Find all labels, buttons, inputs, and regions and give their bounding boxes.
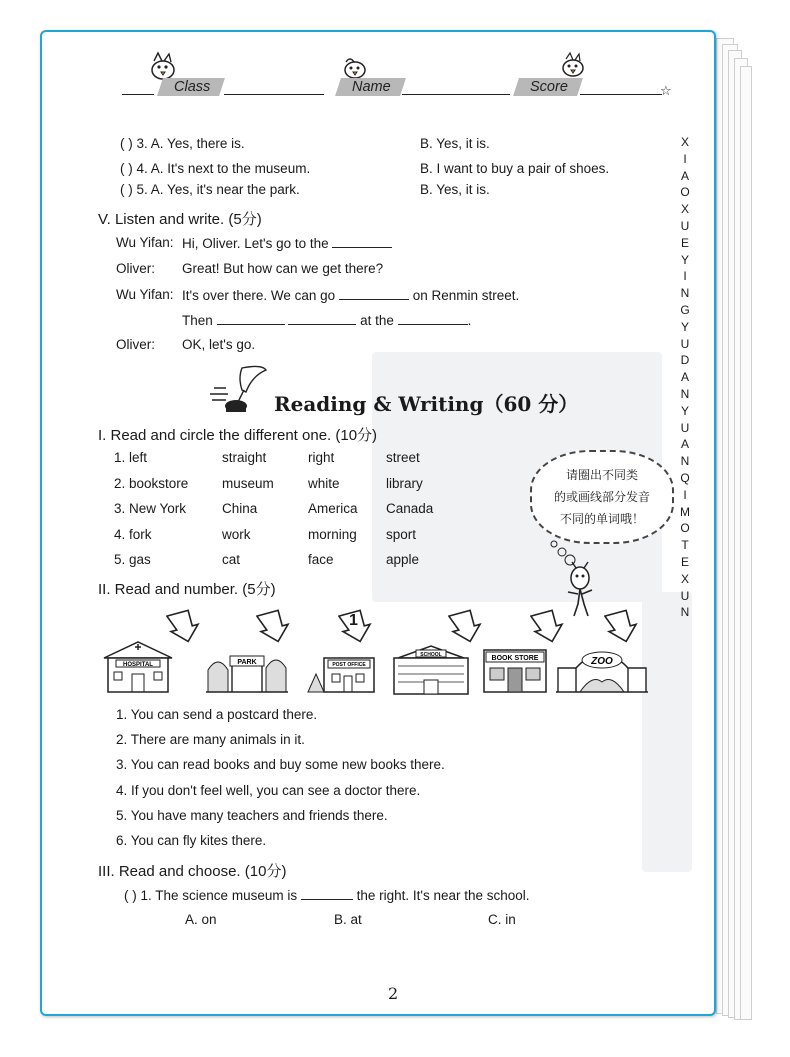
section-v-title: V. Listen and write. (5分) xyxy=(98,211,262,228)
answer-paren[interactable]: ( ) xyxy=(120,136,133,151)
side-letter: N xyxy=(680,454,690,469)
hint-line: 请圈出不同类 xyxy=(565,468,638,482)
answer-option-a: A. It's next to the museum. xyxy=(150,161,311,176)
side-letter: X xyxy=(680,571,689,586)
answer-paren[interactable]: ( ) xyxy=(120,161,133,176)
dialogue-line: OK, let's go. xyxy=(182,337,256,352)
answer-row-4 xyxy=(120,161,310,176)
answer-option-b: B. Yes, it is. xyxy=(420,136,490,151)
fill-blank[interactable] xyxy=(301,887,353,900)
book-store-icon xyxy=(482,648,548,694)
fill-blank[interactable] xyxy=(398,312,468,325)
side-letter: U xyxy=(680,420,690,435)
arrow-pointer-icon xyxy=(166,608,202,644)
dialogue-line: Hi, Oliver. Let's go to the xyxy=(182,235,392,251)
word-option[interactable]: street xyxy=(386,450,420,465)
side-letter: N xyxy=(680,605,690,620)
side-letter: O xyxy=(680,185,690,200)
word-option[interactable]: 5. gas xyxy=(114,552,151,567)
side-letter: U xyxy=(680,218,690,233)
word-option[interactable]: white xyxy=(308,475,340,491)
side-letter: O xyxy=(680,521,690,536)
score-input-line[interactable] xyxy=(580,94,662,95)
side-letter: M xyxy=(680,504,690,519)
name-input-line[interactable] xyxy=(402,94,510,95)
side-letter: I xyxy=(683,151,687,166)
answer-paren[interactable]: ( ) xyxy=(120,182,133,197)
dialogue-line: It's over there. We can go on Renmin street. xyxy=(182,288,520,303)
side-letter: Y xyxy=(680,252,689,267)
word-option[interactable]: China xyxy=(222,501,258,516)
numbered-sentence: 4. If you don't feel well, you can see a doctor there. xyxy=(116,782,421,798)
number-answer-box[interactable] xyxy=(338,608,374,644)
star-icon: ☆ xyxy=(660,83,672,98)
number-answer-box[interactable] xyxy=(166,608,202,644)
word-option[interactable]: face xyxy=(308,552,334,567)
numbered-sentence: 1. You can send a postcard there. xyxy=(116,707,318,722)
numbered-sentence: 6. You can fly kites there. xyxy=(116,833,267,848)
word-option[interactable]: Canada xyxy=(386,501,434,516)
dialogue-speaker: Oliver: xyxy=(116,337,156,352)
side-letter: A xyxy=(680,370,689,385)
building-sign: POST OFFICE xyxy=(332,662,366,668)
building-sign: PARK xyxy=(237,659,257,666)
building-sign: ZOO xyxy=(591,656,613,667)
word-option[interactable]: morning xyxy=(308,526,357,542)
hint-bubble xyxy=(530,450,674,544)
arrow-pointer-icon xyxy=(530,608,566,644)
number-answer-box[interactable] xyxy=(604,608,640,644)
answer-paren[interactable]: ( ) xyxy=(124,888,137,903)
option-a[interactable]: A. on xyxy=(185,912,217,927)
class-input-line[interactable] xyxy=(224,94,324,95)
side-letter: X xyxy=(680,135,689,149)
fill-blank[interactable] xyxy=(339,287,409,300)
section-ii-title: II. Read and number. (5分) xyxy=(98,581,276,598)
word-option[interactable]: museum xyxy=(222,475,274,491)
show-through-strip xyxy=(642,592,692,872)
arrow-pointer-icon xyxy=(604,608,640,644)
word-option[interactable]: apple xyxy=(386,552,420,567)
word-option[interactable]: 2. bookstore xyxy=(114,475,189,491)
answer-option-a: A. Yes, it's near the park. xyxy=(150,182,300,197)
dialogue-speaker: Wu Yifan: xyxy=(116,235,174,250)
side-letter: D xyxy=(680,353,690,368)
number-answer-box[interactable] xyxy=(256,608,292,644)
side-letter: Y xyxy=(680,403,689,418)
side-letter: U xyxy=(680,588,690,603)
arrow-pointer-icon xyxy=(448,608,484,644)
bird-icon xyxy=(558,50,588,80)
name-label-tab: Name xyxy=(335,78,406,96)
side-letter: N xyxy=(680,386,690,401)
zoo-icon xyxy=(554,638,650,694)
numbered-sentence: 5. You have many teachers and friends there. xyxy=(116,807,388,823)
side-letter: A xyxy=(680,168,689,183)
score-label-tab: Score xyxy=(513,78,583,96)
side-letter: Y xyxy=(680,319,689,334)
side-letter: E xyxy=(680,235,689,250)
example-number: 1 xyxy=(349,612,358,629)
side-letter: E xyxy=(680,554,689,569)
side-letter: U xyxy=(680,336,690,351)
worksheet-page xyxy=(40,30,716,1016)
class-label-tab: Class xyxy=(157,78,225,96)
reading-writing-banner: Reading & Writing（60 分） xyxy=(274,392,579,416)
side-letter: A xyxy=(680,437,689,452)
word-option[interactable]: work xyxy=(222,526,251,542)
header-line xyxy=(122,94,154,95)
section-iii-title: III. Read and choose. (10分) xyxy=(98,863,287,880)
word-option[interactable]: 4. fork xyxy=(114,526,152,542)
word-option[interactable]: right xyxy=(308,450,335,465)
answer-option-b: B. Yes, it is. xyxy=(420,182,490,197)
building-sign: SCHOOL xyxy=(420,652,442,658)
hospital-building-icon xyxy=(102,638,174,694)
page-stack-edge xyxy=(740,66,752,1020)
question-row: ( ) 1. The science museum is the right. It's near the school. xyxy=(124,888,530,903)
hint-line: 不同的单词哦！ xyxy=(559,512,644,526)
section-i-title: I. Read and circle the different one. (10分) xyxy=(98,427,378,444)
fill-blank[interactable] xyxy=(217,312,285,325)
fill-blank[interactable] xyxy=(332,235,392,248)
word-option[interactable]: straight xyxy=(222,450,267,465)
word-option[interactable]: America xyxy=(308,501,358,516)
numbered-sentence: 2. There are many animals in it. xyxy=(116,732,305,748)
hint-line: 的或画线部分发音 xyxy=(553,490,650,504)
number-answer-box[interactable] xyxy=(448,608,484,644)
word-option[interactable]: 3. New York xyxy=(114,501,187,516)
dialogue-line: Then at the . xyxy=(182,313,472,328)
dialogue-line: Great! But how can we get there? xyxy=(182,261,384,276)
answer-row-3 xyxy=(120,136,245,151)
answer-option-b: B. I want to buy a pair of shoes. xyxy=(420,161,610,176)
word-option[interactable]: library xyxy=(386,475,423,491)
answer-num: 4. xyxy=(136,161,148,176)
school-building-icon xyxy=(386,642,476,696)
side-letter: T xyxy=(681,538,689,553)
side-letter: I xyxy=(683,487,687,502)
arrow-pointer-icon xyxy=(256,608,292,644)
side-letter: G xyxy=(680,302,690,317)
word-option[interactable]: cat xyxy=(222,552,241,567)
fill-blank[interactable] xyxy=(288,312,356,325)
building-sign: BOOK STORE xyxy=(491,655,539,662)
option-b[interactable]: B. at xyxy=(334,912,362,927)
building-sign: HOSPITAL xyxy=(123,662,153,668)
answer-row-5 xyxy=(120,182,300,197)
quill-ink-icon xyxy=(208,364,270,416)
answer-num: 3. xyxy=(136,136,148,151)
vertical-series-title xyxy=(677,134,693,621)
side-letter: X xyxy=(680,202,689,217)
park-icon xyxy=(204,646,290,694)
side-letter: I xyxy=(683,269,687,284)
post-office-icon xyxy=(306,644,382,694)
dialogue-speaker: Wu Yifan: xyxy=(116,287,174,302)
numbered-sentence: 3. You can read books and buy some new books there. xyxy=(116,757,445,773)
side-letter: N xyxy=(680,286,690,301)
side-letter: Q xyxy=(680,470,690,485)
answer-option-a: A. Yes, there is. xyxy=(150,136,245,151)
number-answer-box[interactable] xyxy=(530,608,566,644)
word-option[interactable]: 1. left xyxy=(114,450,148,465)
word-option[interactable]: sport xyxy=(386,526,417,542)
option-c[interactable]: C. in xyxy=(488,912,516,927)
answer-num: 5. xyxy=(136,182,148,197)
page-number: 2 xyxy=(388,984,399,1003)
dialogue-speaker: Oliver: xyxy=(116,261,156,276)
